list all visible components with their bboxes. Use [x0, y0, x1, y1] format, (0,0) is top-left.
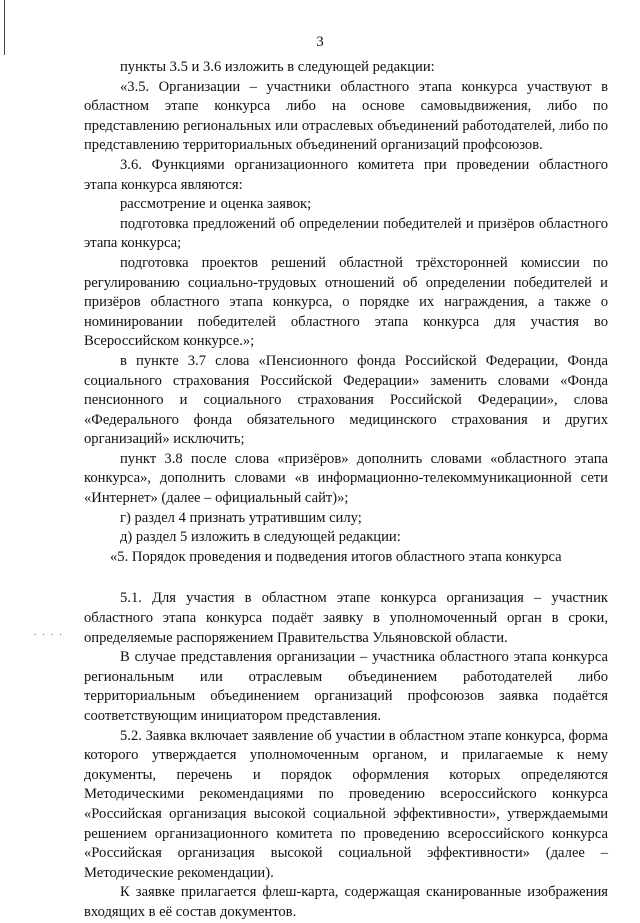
paragraph: 3.6. Функциями организационного комитета при проведении областного этапа конкурса являются: [84, 156, 608, 193]
paragraph: «3.5. Организации – участники областного этапа конкурса участвуют в областном этапе конкурса либо на основе самовыдвижения, либо по представлению региональных или отраслевых объединений работодателей, либо по представлению территориальных объединений организаций профсоюзов. [84, 78, 608, 154]
paragraph: в пункте 3.7 слова «Пенсионного фонда Российской Федерации, Фонда социального страхования Российской Федерации» заменить словами «Фонда пенсионного и социального страхования Российской Федерации», слова «Федерального фонда обязательного медицинского страхования и других организаций» исключить; [84, 352, 608, 448]
margin-dots: . . . . [34, 627, 64, 637]
paragraph: д) раздел 5 изложить в следующей редакции: [120, 529, 401, 546]
paragraph: 5.1. Для участия в областном этапе конкурса организация – участник областного этапа конкурса подаёт заявку в уполномоченный орган в сроки, определяемые распоряжением Правительства Ульяновской области. [84, 590, 608, 646]
paragraph: подготовка предложений об определении победителей и призёров областного этапа конкурса; [84, 215, 608, 252]
section-heading: «5. Порядок проведения и подведения итогов областного этапа конкурса [110, 548, 562, 565]
paragraph: г) раздел 4 признать утратившим силу; [120, 509, 362, 526]
paragraph: рассмотрение и оценка заявок; [120, 196, 312, 213]
document-body [84, 58, 608, 923]
paragraph: К заявке прилагается флеш-карта, содержащая сканированные изображения входящих в её состав документов. [84, 884, 608, 920]
paragraph: пункты 3.5 и 3.6 изложить в следующей редакции: [120, 59, 435, 75]
paragraph: В случае представления организации – участника областного этапа конкурса региональным или отраслевым объединением работодателей либо территориальным объединением организаций профсоюзов заявка подаётся соответствующим инициатором представления. [84, 649, 608, 724]
paragraph: подготовка проектов решений областной трёхсторонней комиссии по регулированию социально-трудовых отношений об определении победителей и призёров областного этапа конкурса, о порядке их награждения, а также о номинировании победителей областного этапа конкурса для участия во Всероссийском конкурсе.»; [84, 254, 608, 350]
paragraph: пункт 3.8 после слова «призёров» дополнить словами «областного этапа конкурса», дополнить словами «в информационно-телекоммуникационной сети «Интернет» (далее – официальный сайт)»; [84, 450, 608, 507]
spacer [84, 567, 608, 589]
paragraph: 5.2. Заявка включает заявление об участии в областном этапе конкурса, форма которого утверждается уполномоченным органом, и прилагаемые к нему документы, перечень и порядок оформления которых определяются Методическими рекомендациями по проведению всероссийского конкурса «Российская организация высокой социальной эффективности», утверждаемыми решением организационного комитета по проведению всероссийского конкурса «Российская организация высокой социальной эффективности» (далее – Методические рекомендации). [84, 727, 608, 881]
page-number: 3 [316, 34, 324, 50]
